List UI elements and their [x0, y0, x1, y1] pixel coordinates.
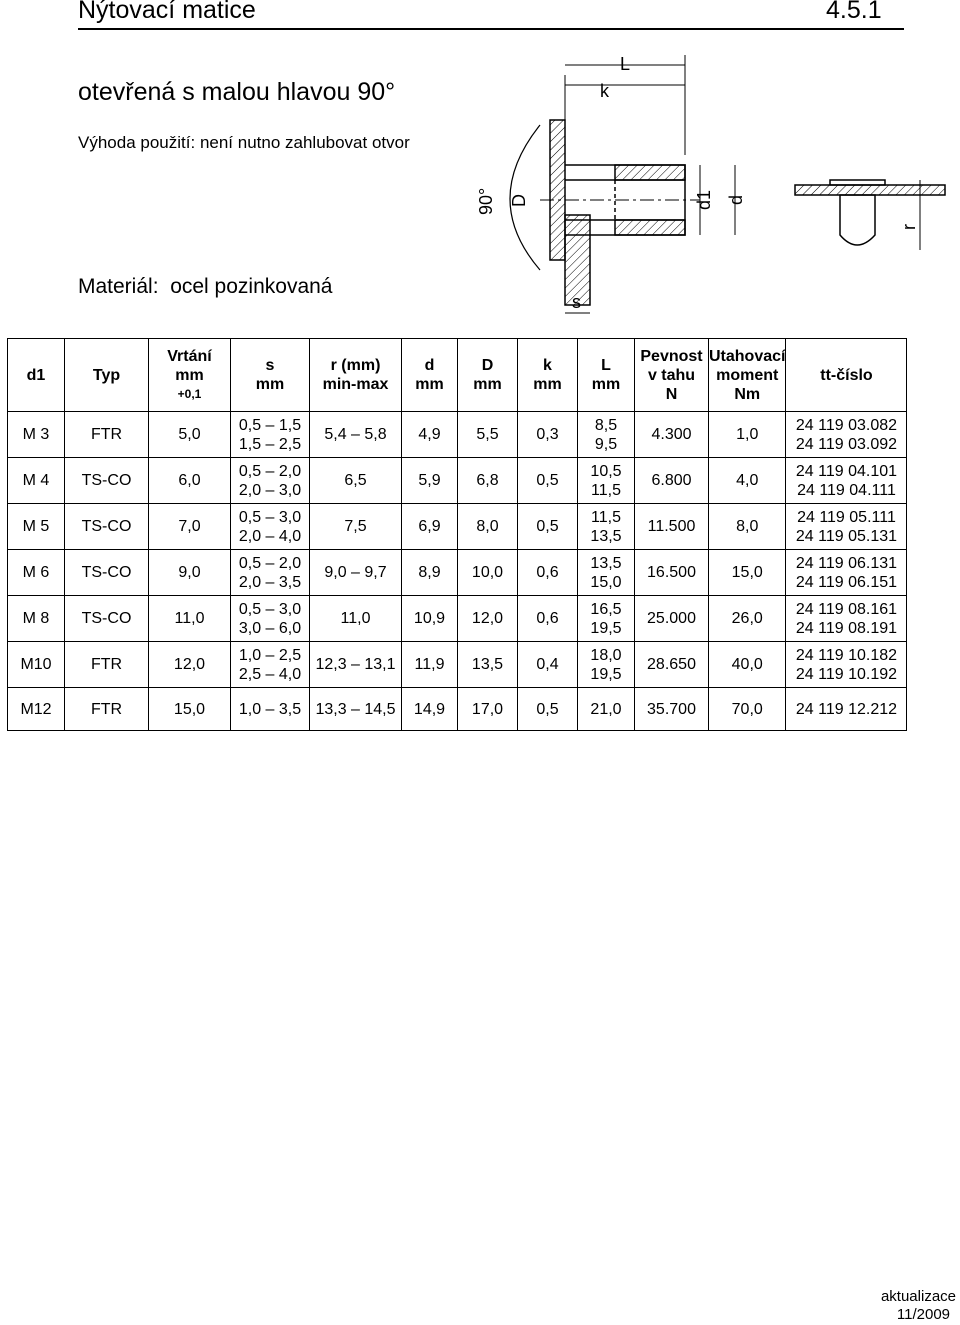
- cell-s-line: 3,0 – 6,0: [238, 619, 302, 637]
- cell-d: 14,9: [402, 688, 458, 731]
- cell-s-line: 1,0 – 2,5: [238, 646, 302, 664]
- label-s: s: [572, 292, 581, 312]
- cell-tt: [786, 596, 907, 642]
- cell-typ: TS-CO: [65, 550, 149, 596]
- cell-d: 8,9: [402, 550, 458, 596]
- update-date: 11/2009: [896, 1306, 950, 1323]
- cell-pevnost: 28.650: [635, 642, 709, 688]
- cell-vrtani: 6,0: [149, 458, 231, 504]
- cell-s-line: 0,5 – 3,0: [238, 508, 302, 526]
- technical-drawing: [460, 45, 950, 335]
- cell-d: 13,5: [458, 642, 518, 688]
- cell-d: 17,0: [458, 688, 518, 731]
- header-d1: d1: [8, 339, 65, 412]
- label-angle: 90°: [476, 187, 496, 215]
- cell-pevnost: 11.500: [635, 504, 709, 550]
- material-label: Materiál:: [78, 275, 159, 298]
- cell-l: [578, 458, 635, 504]
- cell-k: 0,4: [518, 642, 578, 688]
- specification-table: [7, 338, 907, 731]
- material-note: [78, 275, 332, 299]
- cell-r: 5,4 – 5,8: [310, 412, 402, 458]
- cell-tt-line: 24 119 08.161: [795, 600, 898, 618]
- label-d: d: [726, 194, 746, 205]
- cell-typ: FTR: [65, 642, 149, 688]
- cell-r: 6,5: [310, 458, 402, 504]
- cell-k: 0,6: [518, 550, 578, 596]
- cell-vrtani: 9,0: [149, 550, 231, 596]
- cell-l-line: 10,5: [590, 462, 622, 480]
- cell-s-line: 1,0 – 3,5: [238, 700, 302, 718]
- cell-d: 10,0: [458, 550, 518, 596]
- cell-s-line: 2,0 – 3,5: [238, 573, 302, 591]
- cell-s-line: 0,5 – 2,0: [238, 462, 302, 480]
- cell-s: [231, 688, 310, 731]
- cell-s-line: 0,5 – 2,0: [238, 554, 302, 572]
- label-d1: d1: [694, 189, 714, 210]
- cell-vrtani: 15,0: [149, 688, 231, 731]
- advantage-label: Výhoda použití:: [78, 133, 196, 152]
- cell-pevnost: 4.300: [635, 412, 709, 458]
- cell-s-line: 2,0 – 4,0: [238, 527, 302, 545]
- cell-l: [578, 412, 635, 458]
- cell-k: 0,5: [518, 458, 578, 504]
- cell-typ: TS-CO: [65, 596, 149, 642]
- cell-r: 11,0: [310, 596, 402, 642]
- table-row: [8, 550, 907, 596]
- cell-s: [231, 642, 310, 688]
- cell-d: 5,5: [458, 412, 518, 458]
- cell-l: [578, 642, 635, 688]
- header-typ: Typ: [65, 339, 149, 412]
- cell-tt-line: 24 119 05.111: [797, 508, 896, 526]
- cell-moment: 26,0: [709, 596, 786, 642]
- label-r: r: [899, 224, 919, 230]
- cell-s: [231, 504, 310, 550]
- cell-d1: M 5: [8, 504, 65, 550]
- header-D: D mm: [458, 339, 518, 412]
- cell-moment: 1,0: [709, 412, 786, 458]
- label-k: k: [600, 81, 609, 101]
- cell-l-line: 11,5: [591, 481, 621, 499]
- cell-k: 0,3: [518, 412, 578, 458]
- cell-tt-line: 24 119 05.131: [795, 527, 898, 545]
- cell-d: 5,9: [402, 458, 458, 504]
- section-number: 4.5.1: [826, 0, 882, 24]
- cell-d1: M 6: [8, 550, 65, 596]
- cell-d: 4,9: [402, 412, 458, 458]
- cell-l-line: 13,5: [590, 554, 622, 572]
- cell-pevnost: 6.800: [635, 458, 709, 504]
- cell-s-line: 0,5 – 3,0: [238, 600, 302, 618]
- cell-tt-line: 24 119 10.182: [795, 646, 898, 664]
- cell-moment: 70,0: [709, 688, 786, 731]
- cell-l: [578, 504, 635, 550]
- cell-k: 0,5: [518, 504, 578, 550]
- cell-tt-line: 24 119 04.101: [795, 462, 898, 480]
- cell-r: 9,0 – 9,7: [310, 550, 402, 596]
- table-header-row: [8, 339, 907, 412]
- cell-typ: TS-CO: [65, 458, 149, 504]
- cell-tt: [786, 688, 907, 731]
- cell-tt: [786, 458, 907, 504]
- cell-d1: M 3: [8, 412, 65, 458]
- cell-s-line: 0,5 – 1,5: [238, 416, 302, 434]
- cell-r: 12,3 – 13,1: [310, 642, 402, 688]
- label-L: L: [620, 54, 631, 74]
- cell-l-line: 8,5: [594, 416, 618, 434]
- table-row: [8, 688, 907, 731]
- page-title: Nýtovací matice: [78, 0, 256, 24]
- product-subtitle: otevřená s malou hlavou 90°: [78, 78, 396, 106]
- cell-s-line: 1,5 – 2,5: [238, 435, 302, 453]
- cell-d1: M10: [8, 642, 65, 688]
- cell-l-line: 18,0: [590, 646, 622, 664]
- header-k: k mm: [518, 339, 578, 412]
- cell-typ: FTR: [65, 412, 149, 458]
- table-row: [8, 458, 907, 504]
- cell-vrtani: 12,0: [149, 642, 231, 688]
- cell-d: 6,8: [458, 458, 518, 504]
- cell-d1: M12: [8, 688, 65, 731]
- cell-l-line: 21,0: [590, 700, 622, 718]
- header-s: s mm: [231, 339, 310, 412]
- cell-moment: 15,0: [709, 550, 786, 596]
- table-row: [8, 504, 907, 550]
- cell-l-line: 19,5: [590, 665, 622, 683]
- label-D: D: [509, 194, 529, 207]
- cell-l: [578, 596, 635, 642]
- cell-d: 6,9: [402, 504, 458, 550]
- header-vrtani: Vrtání mm +0,1: [149, 339, 231, 412]
- cell-s: [231, 458, 310, 504]
- cell-d: 8,0: [458, 504, 518, 550]
- cell-s: [231, 550, 310, 596]
- table-row: [8, 642, 907, 688]
- cell-d1: M 4: [8, 458, 65, 504]
- cell-tt-line: 24 119 12.212: [795, 700, 898, 718]
- cell-tt-line: 24 119 04.111: [797, 481, 896, 499]
- cell-l-line: 15,0: [590, 573, 622, 591]
- cell-l-line: 16,5: [590, 600, 622, 618]
- cell-l-line: 13,5: [590, 527, 622, 545]
- table-row: [8, 596, 907, 642]
- cell-d: 10,9: [402, 596, 458, 642]
- cell-moment: 40,0: [709, 642, 786, 688]
- cell-tt-line: 24 119 08.191: [795, 619, 898, 637]
- cell-r: 13,3 – 14,5: [310, 688, 402, 731]
- cell-s-line: 2,0 – 3,0: [238, 481, 302, 499]
- material-value: ocel pozinkovaná: [170, 275, 333, 298]
- advantage-text: není nutno zahlubovat otvor: [199, 133, 410, 152]
- cell-k: 0,6: [518, 596, 578, 642]
- cell-tt-line: 24 119 03.092: [795, 435, 898, 453]
- cell-l-line: 9,5: [594, 435, 618, 453]
- cell-pevnost: 16.500: [635, 550, 709, 596]
- title-underline: [78, 28, 904, 30]
- rivet-nut-section: [510, 55, 945, 313]
- update-label: aktualizace: [880, 1288, 956, 1305]
- header-L: L mm: [578, 339, 635, 412]
- advantage-note: [78, 133, 410, 153]
- table-row: [8, 412, 907, 458]
- cell-vrtani: 5,0: [149, 412, 231, 458]
- header-pevnost: Pevnost v tahu N: [635, 339, 709, 412]
- cell-s-line: 2,5 – 4,0: [238, 665, 302, 683]
- cell-moment: 4,0: [709, 458, 786, 504]
- cell-l: [578, 550, 635, 596]
- cell-moment: 8,0: [709, 504, 786, 550]
- cell-tt-line: 24 119 03.082: [795, 416, 898, 434]
- cell-l-line: 19,5: [590, 619, 622, 637]
- cell-typ: TS-CO: [65, 504, 149, 550]
- cell-vrtani: 11,0: [149, 596, 231, 642]
- cell-s: [231, 596, 310, 642]
- header-ttcislo: tt-číslo: [786, 339, 907, 412]
- cell-tt-line: 24 119 10.192: [795, 665, 898, 683]
- cell-pevnost: 35.700: [635, 688, 709, 731]
- cell-tt-line: 24 119 06.151: [795, 573, 898, 591]
- cell-d: 12,0: [458, 596, 518, 642]
- cell-tt: [786, 504, 907, 550]
- cell-d: 11,9: [402, 642, 458, 688]
- cell-l-line: 11,5: [591, 508, 621, 526]
- cell-vrtani: 7,0: [149, 504, 231, 550]
- cell-s: [231, 412, 310, 458]
- cell-k: 0,5: [518, 688, 578, 731]
- cell-pevnost: 25.000: [635, 596, 709, 642]
- cell-tt: [786, 550, 907, 596]
- header-moment: Utahovací moment Nm: [709, 339, 786, 412]
- header-d: d mm: [402, 339, 458, 412]
- cell-r: 7,5: [310, 504, 402, 550]
- cell-tt-line: 24 119 06.131: [795, 554, 898, 572]
- cell-l: [578, 688, 635, 731]
- cell-tt: [786, 412, 907, 458]
- cell-typ: FTR: [65, 688, 149, 731]
- cell-tt: [786, 642, 907, 688]
- header-r: r (mm) min-max: [310, 339, 402, 412]
- cell-d1: M 8: [8, 596, 65, 642]
